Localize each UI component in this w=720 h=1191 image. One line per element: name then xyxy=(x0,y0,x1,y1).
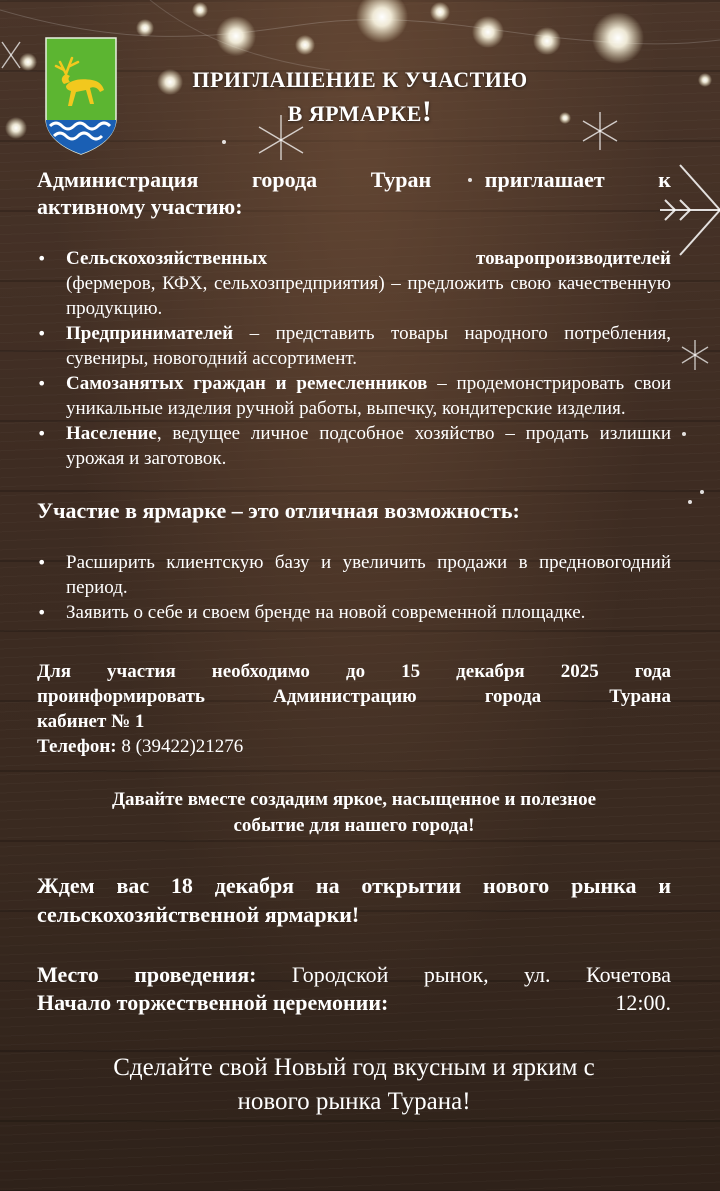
opening-line-2: сельскохозяйственной ярмарки! xyxy=(37,902,360,927)
closing-line-1: Сделайте свой Новый год вкусным и ярким с xyxy=(113,1054,595,1081)
callout-message xyxy=(37,787,671,839)
deadline-notice xyxy=(37,659,671,734)
callout-line-1: Давайте вместе создадим яркое, насыщенное и полезное xyxy=(111,789,597,810)
list-item-text: (фермеров, КФХ, сельхозпредприятия) – предложить свою качественную продукцию. xyxy=(66,273,671,319)
deadline-line-1: Для участия необходимо до 15 декабря 2025 года xyxy=(37,661,671,682)
ceremony-line xyxy=(37,989,671,1017)
phone-label: Телефон: xyxy=(37,736,117,757)
invitees-list xyxy=(37,246,671,471)
invitation-body xyxy=(37,166,671,1119)
deadline-line-2: проинформировать Администрацию города Турана xyxy=(37,686,671,707)
venue-line xyxy=(37,961,671,989)
list-item-bold: Самозанятых граждан и ремесленников xyxy=(66,373,428,394)
intro-line-1: Администрация города Туран приглашает к xyxy=(37,167,671,192)
list-item-self-employed xyxy=(37,371,671,421)
title-exclamation: ! xyxy=(421,95,433,128)
deadline-line-3: кабинет № 1 xyxy=(37,711,145,732)
venue-label: Место проведения: xyxy=(37,962,257,987)
list-item-text: – продемонстрировать свои уникальные изделия ручной работы, выпечку, кондитерские изделия. xyxy=(66,373,671,419)
opportunity-list xyxy=(37,550,671,625)
city-coat-of-arms-logo xyxy=(44,36,118,156)
intro-paragraph xyxy=(37,166,671,220)
list-item-bold: Население xyxy=(66,423,157,444)
venue-value: Городской рынок, ул. Кочетова xyxy=(256,962,672,987)
list-item-bold: • Сельскохозяйственных товаропроизводителей xyxy=(66,248,671,269)
title-line-2: В ЯРМАРКЕ! xyxy=(287,95,433,128)
opportunity-heading: Участие в ярмарке – это отличная возможность: xyxy=(37,498,520,523)
closing-slogan xyxy=(37,1051,671,1119)
list-item-farmers xyxy=(37,246,671,321)
snowflake-decoration xyxy=(0,38,24,72)
ceremony-label: Начало торжественной церемонии: xyxy=(37,990,389,1015)
phone-number: 8 (39422)21276 xyxy=(116,736,244,757)
closing-line-2: нового рынка Турана! xyxy=(237,1088,471,1115)
snowflake-decoration xyxy=(678,338,712,372)
phone-line xyxy=(37,734,671,759)
list-item-population xyxy=(37,421,671,471)
list-item-text: – представить товары народного потребления, сувениры, новогодний ассортимент. xyxy=(66,323,671,369)
list-item-bold: Предпринимателей xyxy=(66,323,234,344)
list-item-text: , ведущее личное подсобное хозяйство – продать излишки урожая и заготовок. xyxy=(66,423,671,469)
list-item-entrepreneurs xyxy=(37,321,671,371)
opening-announcement xyxy=(37,871,671,929)
opening-line-1: Ждем вас 18 декабря на открытии нового рынка и xyxy=(37,873,671,898)
title-line-1: ПРИГЛАШЕНИЕ К УЧАСТИЮ xyxy=(192,67,528,92)
ceremony-time: 12:00. xyxy=(615,990,671,1015)
intro-line-2: активному участию: xyxy=(37,194,243,219)
callout-line-2: событие для нашего города! xyxy=(233,815,475,836)
list-item-opportunity: • Расширить клиентскую базу и увеличить продажи в предновогодний период. xyxy=(37,550,671,600)
page-title xyxy=(150,64,570,130)
venue-info xyxy=(37,961,671,1017)
list-item-opportunity: • Заявить о себе и своем бренде на новой современной площадке. xyxy=(37,600,671,625)
